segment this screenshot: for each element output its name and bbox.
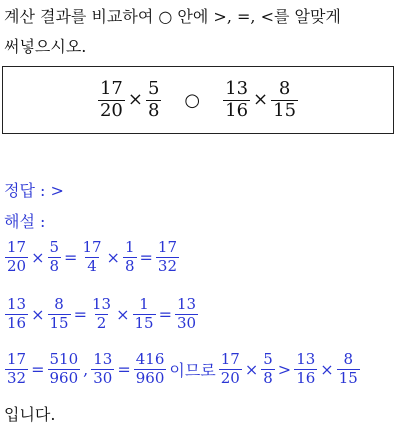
numerator: 13 bbox=[92, 295, 112, 313]
numerator: 13 bbox=[296, 350, 316, 368]
numerator: 17 bbox=[99, 77, 123, 99]
denominator: 20 bbox=[220, 368, 240, 387]
comparison-circle: ○ bbox=[184, 89, 201, 111]
operator: = bbox=[64, 247, 78, 267]
operator: = bbox=[158, 304, 172, 324]
operator: × bbox=[106, 247, 120, 267]
fraction bbox=[219, 352, 242, 387]
numerator: 13 bbox=[225, 77, 249, 99]
fraction bbox=[48, 240, 62, 275]
problem-left-expression bbox=[97, 77, 162, 121]
numerator: 1 bbox=[124, 238, 135, 256]
denominator: 30 bbox=[93, 368, 113, 387]
fraction bbox=[134, 352, 167, 387]
denominator: 32 bbox=[7, 368, 27, 387]
explanation-label: 해설 : bbox=[4, 212, 46, 231]
numerator: 5 bbox=[147, 77, 160, 99]
denominator: 960 bbox=[135, 368, 165, 387]
explanation-line-2 bbox=[4, 297, 199, 332]
operator: × bbox=[31, 304, 45, 324]
denominator: 8 bbox=[263, 368, 273, 387]
operator: × bbox=[31, 247, 45, 267]
fraction bbox=[146, 77, 161, 121]
fraction bbox=[5, 352, 28, 387]
numerator: 17 bbox=[7, 238, 27, 256]
numerator: 8 bbox=[278, 77, 291, 99]
answer-value: > bbox=[50, 181, 64, 200]
fraction bbox=[175, 297, 198, 332]
denominator: 15 bbox=[338, 368, 358, 387]
operator: × bbox=[253, 89, 269, 110]
denominator: 16 bbox=[296, 368, 316, 387]
fraction bbox=[5, 240, 28, 275]
explanation-line-1 bbox=[4, 240, 180, 275]
denominator: 960 bbox=[49, 368, 79, 387]
fraction bbox=[337, 352, 360, 387]
denominator: 20 bbox=[7, 256, 27, 275]
numerator: 13 bbox=[177, 295, 197, 313]
fraction bbox=[123, 240, 137, 275]
denominator: 16 bbox=[7, 313, 27, 332]
numerator: 17 bbox=[157, 238, 177, 256]
denominator: 8 bbox=[147, 99, 160, 121]
operator: = bbox=[117, 359, 131, 379]
explanation-ending: 입니다. bbox=[4, 405, 56, 424]
fraction bbox=[80, 240, 103, 275]
numerator: 8 bbox=[54, 295, 64, 313]
denominator: 15 bbox=[134, 313, 154, 332]
operator: = bbox=[139, 247, 153, 267]
denominator: 20 bbox=[99, 99, 123, 121]
operator: = bbox=[31, 359, 45, 379]
explanation-line-3 bbox=[4, 352, 361, 387]
answer-line bbox=[4, 178, 64, 201]
fraction bbox=[223, 77, 250, 121]
denominator: 8 bbox=[49, 256, 60, 275]
operator: = bbox=[73, 304, 87, 324]
operator: × bbox=[116, 304, 130, 324]
numerator: 1 bbox=[139, 295, 149, 313]
numerator: 17 bbox=[220, 350, 240, 368]
denominator: 2 bbox=[96, 313, 107, 332]
numerator: 510 bbox=[49, 350, 79, 368]
numerator: 5 bbox=[49, 238, 60, 256]
denominator: 8 bbox=[124, 256, 135, 275]
denominator: 30 bbox=[177, 313, 197, 332]
numerator: 416 bbox=[135, 350, 165, 368]
fraction bbox=[294, 352, 317, 387]
operator: × bbox=[320, 359, 334, 379]
operator: × bbox=[244, 359, 259, 379]
numerator: 17 bbox=[82, 238, 102, 256]
fraction bbox=[5, 297, 28, 332]
question-line-1: 계산 결과를 비교하여 ○ 안에 >, =, <를 알맞게 bbox=[4, 7, 341, 26]
fraction bbox=[98, 77, 125, 121]
denominator: 15 bbox=[49, 313, 69, 332]
numerator: 5 bbox=[263, 350, 273, 368]
numerator: 8 bbox=[343, 350, 354, 368]
fraction bbox=[261, 352, 275, 387]
denominator: 16 bbox=[225, 99, 249, 121]
problem-box bbox=[2, 66, 394, 134]
numerator: 17 bbox=[7, 350, 27, 368]
fraction bbox=[90, 297, 113, 332]
operator: > bbox=[277, 359, 292, 379]
answer-label: 정답 : bbox=[4, 181, 51, 200]
fraction bbox=[91, 352, 114, 387]
question-line-2: 써넣으시오. bbox=[4, 37, 87, 56]
inline-text: , bbox=[83, 359, 89, 379]
denominator: 4 bbox=[87, 256, 97, 275]
operator: × bbox=[127, 89, 143, 110]
denominator: 15 bbox=[273, 99, 297, 121]
fraction bbox=[48, 352, 81, 387]
numerator: 13 bbox=[93, 350, 113, 368]
problem-right-expression bbox=[222, 77, 299, 121]
fraction bbox=[48, 297, 71, 332]
fraction bbox=[271, 77, 298, 121]
numerator: 13 bbox=[7, 295, 27, 313]
inline-text: 이므로 bbox=[169, 360, 216, 380]
fraction bbox=[156, 240, 179, 275]
fraction bbox=[133, 297, 156, 332]
denominator: 32 bbox=[157, 256, 177, 275]
